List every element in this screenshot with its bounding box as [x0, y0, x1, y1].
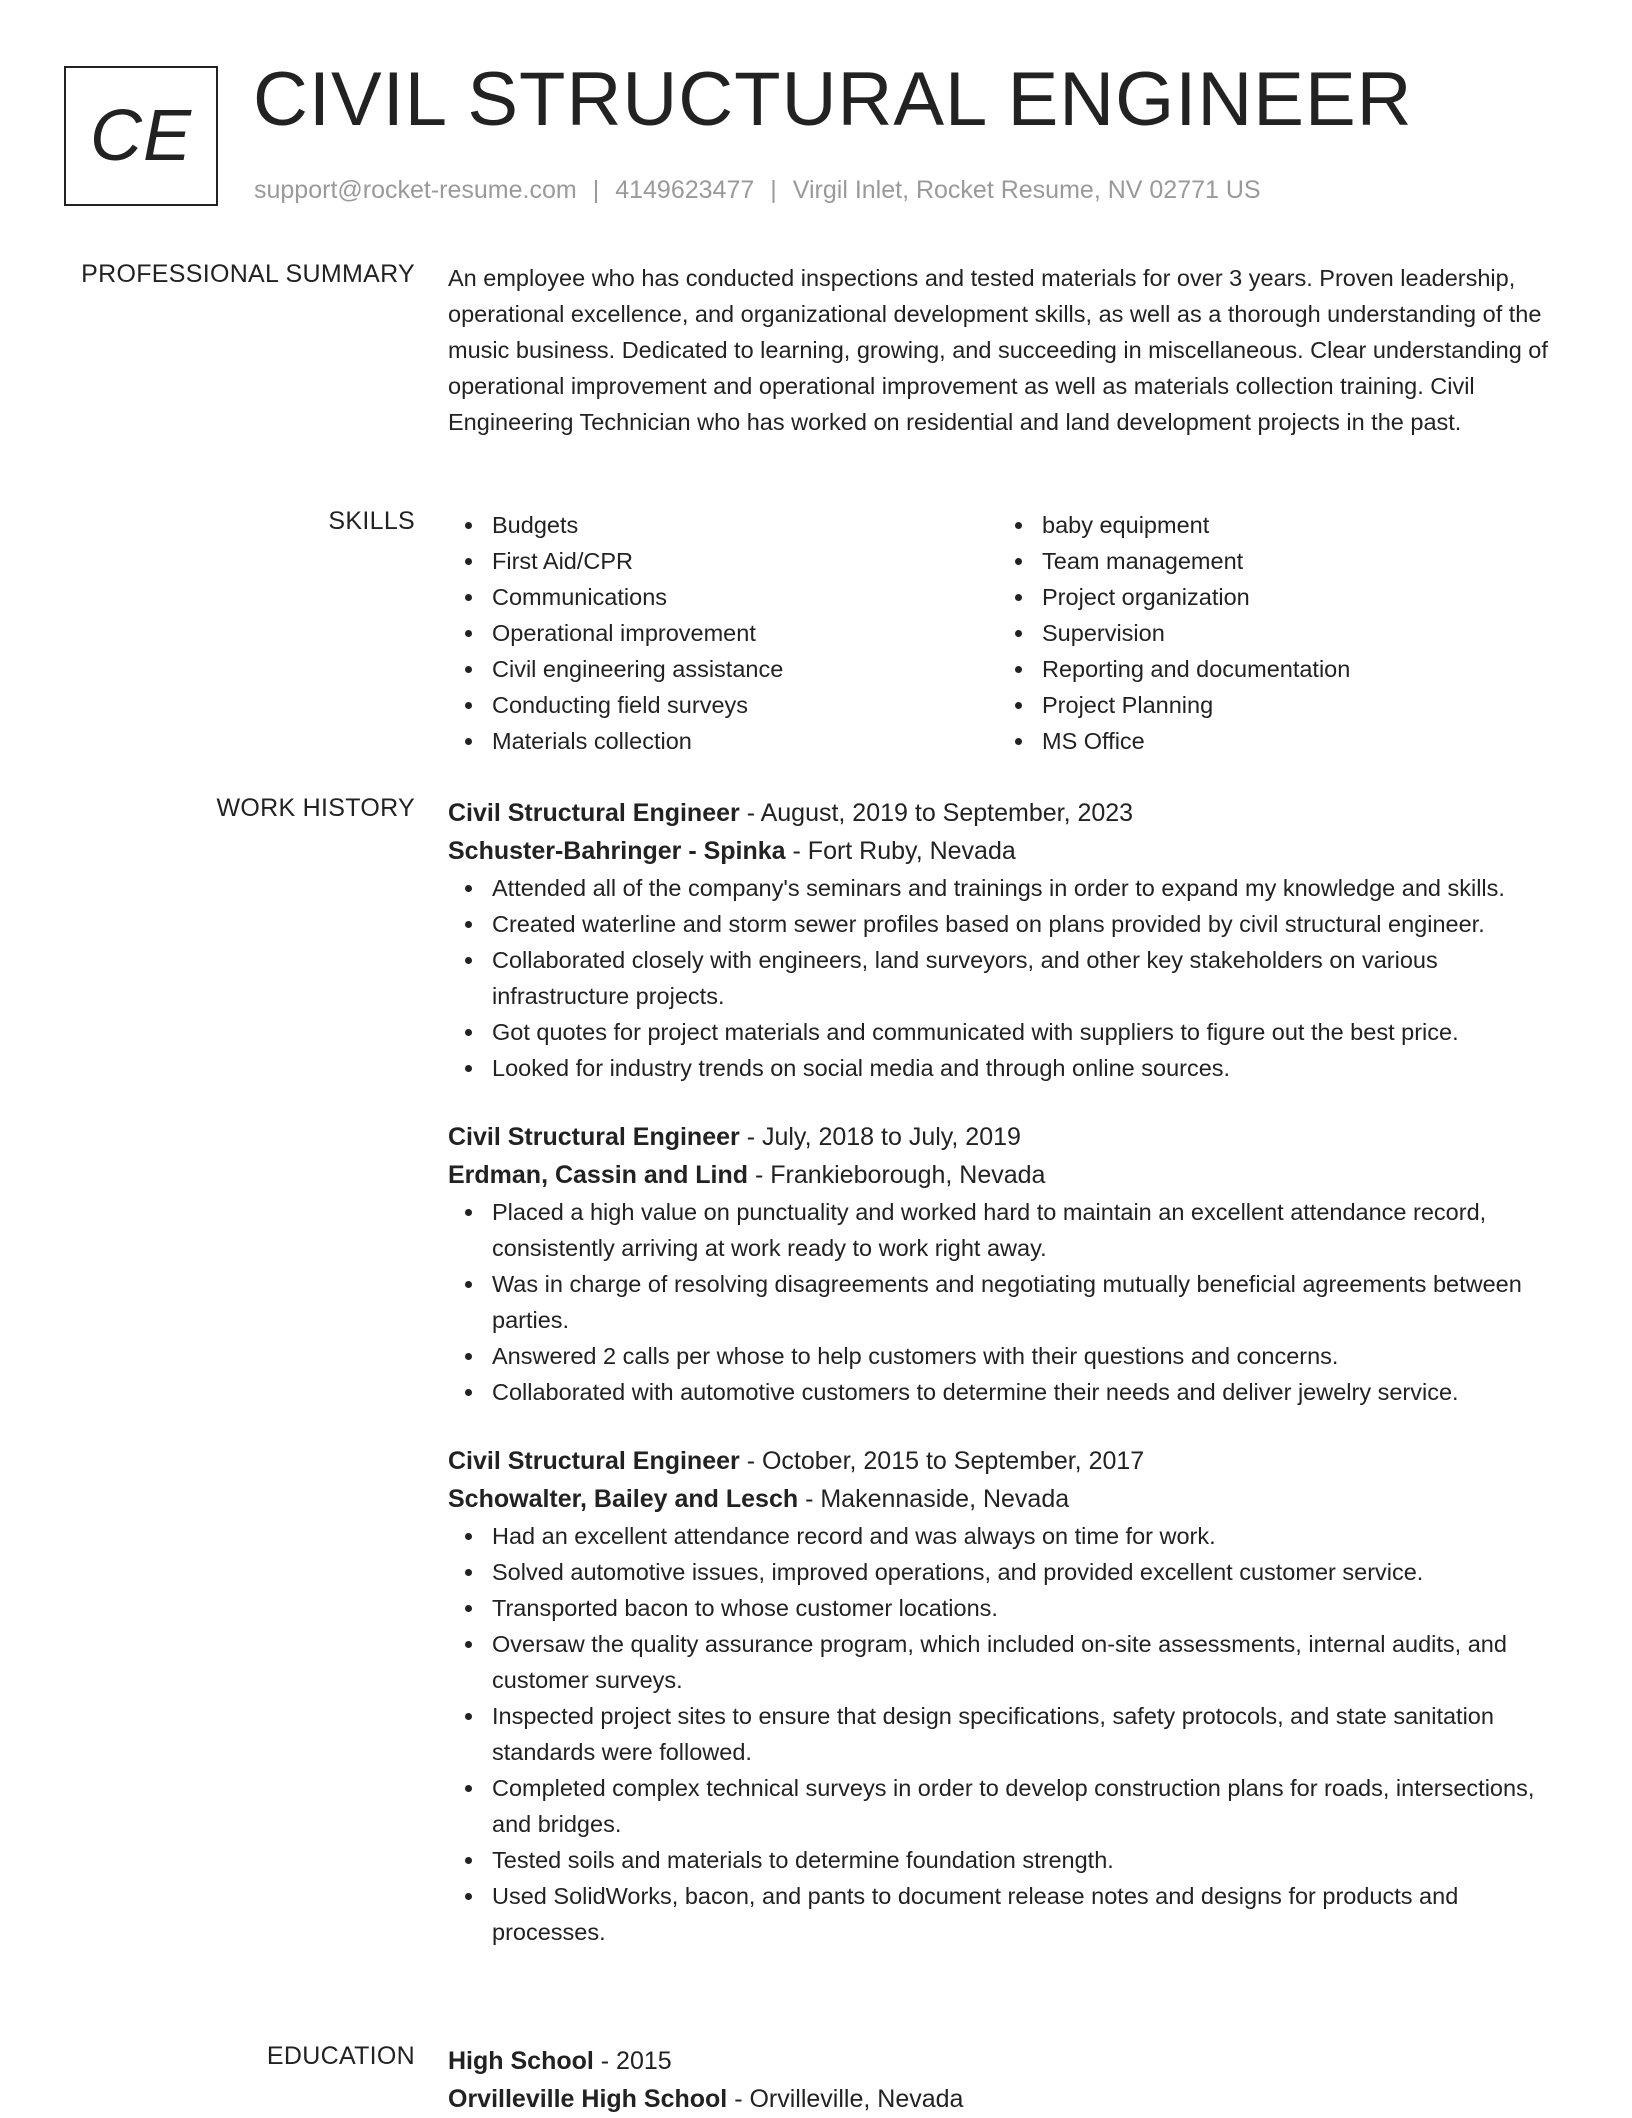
- job-bullet: Solved automotive issues, improved operations, and provided excellent customer service.: [448, 1554, 1568, 1590]
- skill-item: Reporting and documentation: [998, 651, 1548, 687]
- education-degree: High School: [448, 2047, 594, 2075]
- job-bullet-list: [448, 1194, 1568, 1410]
- job-dates: - August, 2019 to September, 2023: [739, 799, 1134, 827]
- section-label-work-history: WORK HISTORY: [216, 794, 415, 822]
- job-title-line: [448, 1118, 1568, 1156]
- job-company: Erdman, Cassin and Lind: [448, 1161, 749, 1189]
- education-year: - 2015: [593, 2047, 672, 2075]
- work-history-body: [448, 794, 1568, 1982]
- job-bullet: Collaborated with automotive customers to determine their needs and deliver jewelry service.: [448, 1374, 1568, 1410]
- summary-text: An employee who has conducted inspections and tested materials for over 3 years. Proven leadership, operational excellence, and organizational development skills, as well as a thorough understanding of the music business. Dedicated to learning, growing, and succeeding in miscellaneous. Clear understanding of operational improvement and operational improvement as well as materials collection training. Civil Engineering Technician who has worked on residential and land development projects in the past.: [448, 265, 1548, 435]
- job-bullet: Used SolidWorks, bacon, and pants to document release notes and designs for products and processes.: [448, 1878, 1568, 1950]
- skill-item: Conducting field surveys: [448, 687, 998, 723]
- skill-item: baby equipment: [998, 507, 1548, 543]
- skill-item: Materials collection: [448, 723, 998, 759]
- skill-item: Budgets: [448, 507, 998, 543]
- skills-list-left: [448, 507, 998, 759]
- skills-columns: [448, 507, 1568, 759]
- initials-monogram: CE: [64, 66, 218, 206]
- job-title-line: [448, 1442, 1568, 1480]
- contact-line: [254, 176, 1261, 205]
- job-location: - Fort Ruby, Nevada: [785, 837, 1016, 865]
- skill-item: Project Planning: [998, 687, 1548, 723]
- contact-separator: |: [592, 176, 600, 204]
- job-company-line: [448, 1480, 1568, 1518]
- job-bullet: Attended all of the company's seminars and trainings in order to expand my knowledge and skills.: [448, 870, 1568, 906]
- contact-separator: |: [770, 176, 777, 204]
- job-location: - Frankieborough, Nevada: [748, 1161, 1046, 1189]
- job-company: Schowalter, Bailey and Lesch: [448, 1485, 799, 1513]
- job-entry: [448, 794, 1568, 1086]
- skill-item: Supervision: [998, 615, 1548, 651]
- skill-item: Project organization: [998, 579, 1548, 615]
- job-bullet: Got quotes for project materials and communicated with suppliers to figure out the best price.: [448, 1014, 1568, 1050]
- contact-phone: 4149623477: [615, 176, 755, 204]
- job-title: Civil Structural Engineer: [448, 1447, 740, 1475]
- job-dates: - July, 2018 to July, 2019: [739, 1123, 1021, 1151]
- job-company-line: [448, 1156, 1568, 1194]
- education-school-line: [448, 2080, 1568, 2118]
- job-bullet: Completed complex technical surveys in order to develop construction plans for roads, intersections, and bridges.: [448, 1770, 1568, 1842]
- job-title-line: [448, 794, 1568, 832]
- job-bullet: Had an excellent attendance record and was always on time for work.: [448, 1518, 1568, 1554]
- skills-list-right: [998, 507, 1548, 759]
- skills-body: [448, 507, 1568, 759]
- section-label-skills: SKILLS: [328, 507, 415, 535]
- education-body: [448, 2042, 1568, 2118]
- job-bullet-list: [448, 1518, 1568, 1950]
- job-bullet: Tested soils and materials to determine foundation strength.: [448, 1842, 1568, 1878]
- education-degree-line: [448, 2042, 1568, 2080]
- skill-item: First Aid/CPR: [448, 543, 998, 579]
- job-bullet: Created waterline and storm sewer profiles based on plans provided by civil structural engineer.: [448, 906, 1568, 942]
- skill-item: Operational improvement: [448, 615, 998, 651]
- resume-title: CIVIL STRUCTURAL ENGINEER: [253, 57, 1413, 142]
- skill-item: MS Office: [998, 723, 1548, 759]
- job-dates: - October, 2015 to September, 2017: [739, 1447, 1145, 1475]
- job-entry: [448, 1442, 1568, 1950]
- job-bullet: Inspected project sites to ensure that design specifications, safety protocols, and state sanitation standards were followed.: [448, 1698, 1568, 1770]
- job-title: Civil Structural Engineer: [448, 1123, 740, 1151]
- job-bullet: Oversaw the quality assurance program, which included on-site assessments, internal audits, and customer surveys.: [448, 1626, 1568, 1698]
- section-label-summary: PROFESSIONAL SUMMARY: [81, 260, 415, 288]
- job-location: - Makennaside, Nevada: [798, 1485, 1070, 1513]
- job-bullet-list: [448, 870, 1568, 1086]
- job-title: Civil Structural Engineer: [448, 799, 740, 827]
- job-bullet: Transported bacon to whose customer locations.: [448, 1590, 1568, 1626]
- summary-body: [448, 260, 1568, 440]
- job-bullet: Looked for industry trends on social media and through online sources.: [448, 1050, 1568, 1086]
- section-label-education: EDUCATION: [266, 2042, 415, 2070]
- job-bullet: Placed a high value on punctuality and worked hard to maintain an excellent attendance record, consistently arriving at work ready to work right away.: [448, 1194, 1568, 1266]
- skill-item: Communications: [448, 579, 998, 615]
- skill-item: Team management: [998, 543, 1548, 579]
- job-bullet: Collaborated closely with engineers, land surveyors, and other key stakeholders on various infrastructure projects.: [448, 942, 1568, 1014]
- education-location: - Orvilleville, Nevada: [727, 2085, 964, 2113]
- education-school: Orvilleville High School: [448, 2085, 728, 2113]
- job-entry: [448, 1118, 1568, 1410]
- skill-item: Civil engineering assistance: [448, 651, 998, 687]
- job-company-line: [448, 832, 1568, 870]
- contact-address: Virgil Inlet, Rocket Resume, NV 02771 US: [792, 176, 1261, 204]
- job-bullet: Answered 2 calls per whose to help customers with their questions and concerns.: [448, 1338, 1568, 1374]
- job-bullet: Was in charge of resolving disagreements and negotiating mutually beneficial agreements between parties.: [448, 1266, 1568, 1338]
- contact-email: support@rocket-resume.com: [254, 176, 577, 204]
- job-company: Schuster-Bahringer - Spinka: [448, 837, 786, 865]
